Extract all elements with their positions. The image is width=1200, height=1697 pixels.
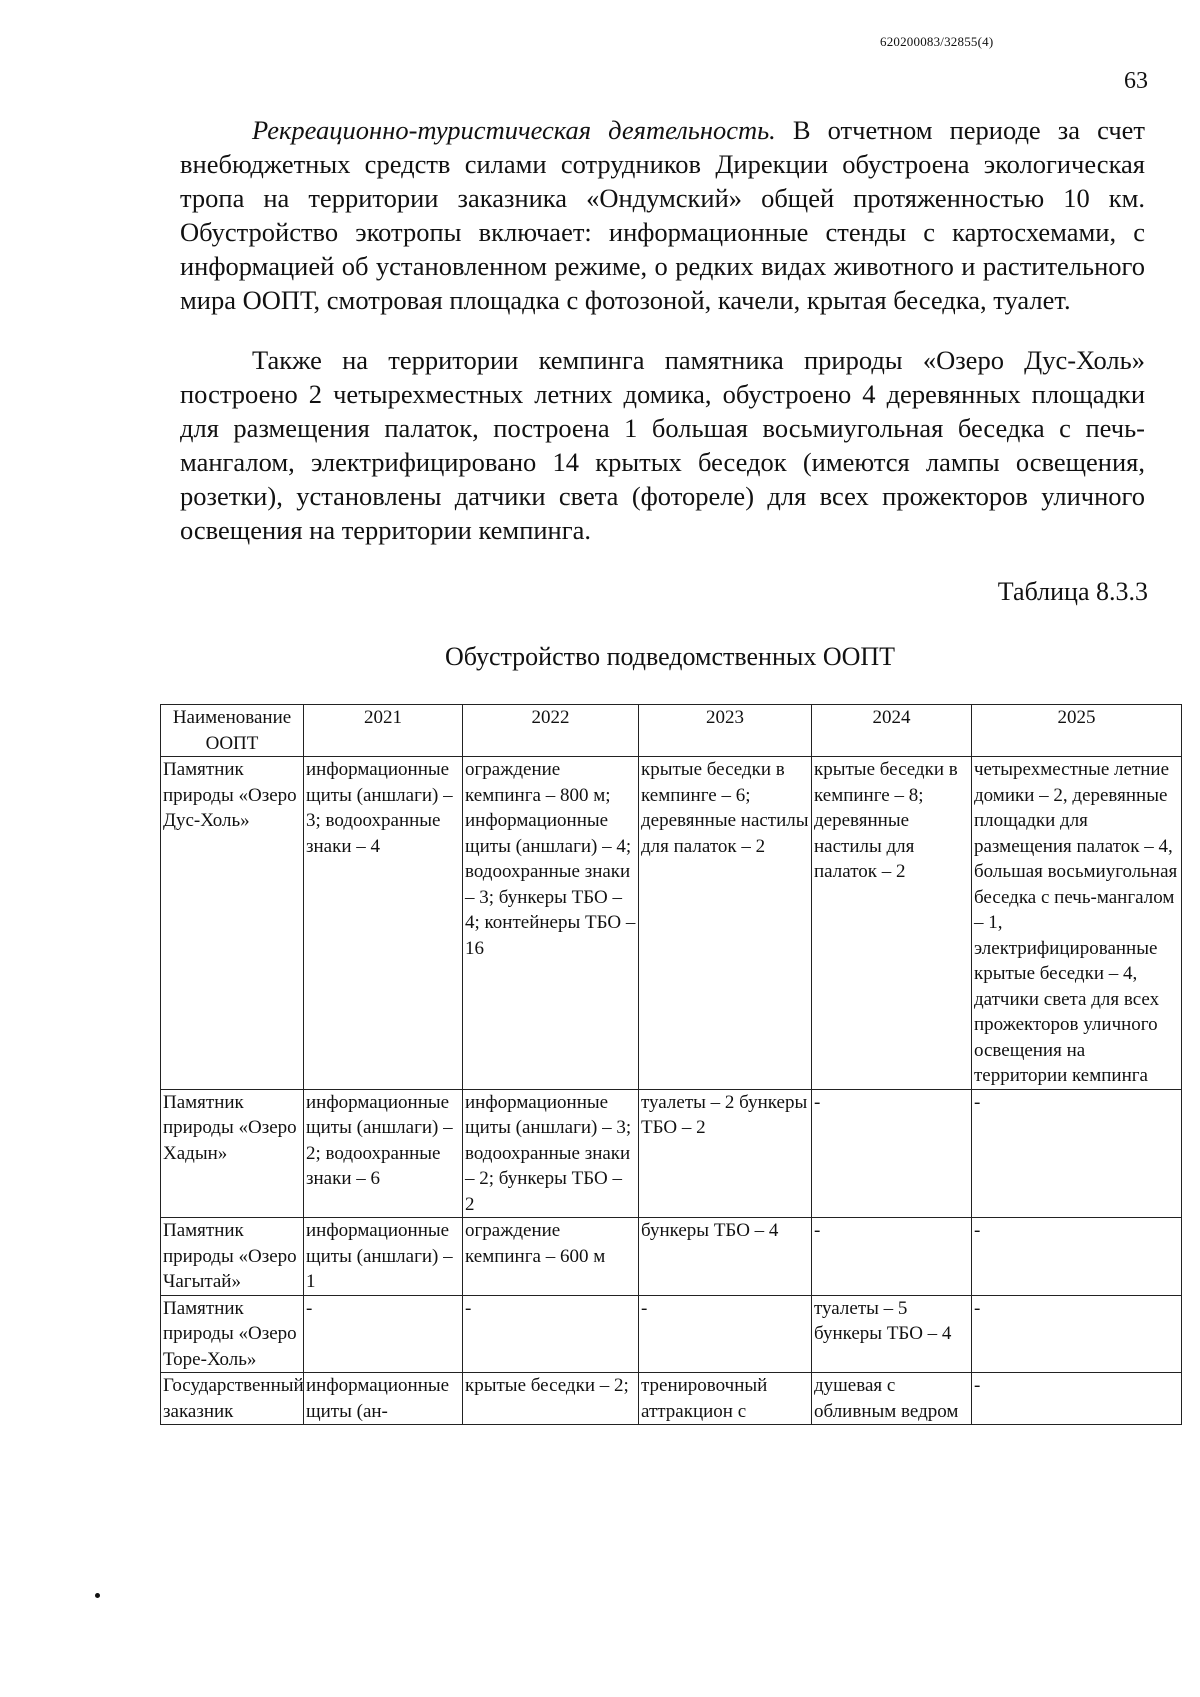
- table-row: [161, 1373, 1182, 1425]
- header-2022: 2022: [463, 705, 639, 757]
- cell-2025: -: [972, 1089, 1182, 1218]
- table-row: [161, 1089, 1182, 1218]
- cell-2025: -: [972, 1295, 1182, 1373]
- header-2025: 2025: [972, 705, 1182, 757]
- paragraph-camping: [180, 343, 1145, 547]
- cell-2022: ограждение кемпинга – 600 м: [463, 1218, 639, 1296]
- page-number: 63: [1124, 68, 1148, 94]
- cell-2022: -: [463, 1295, 639, 1373]
- cell-2024: крытые беседки в кемпинге – 8; деревянные настилы для палаток – 2: [812, 757, 972, 1090]
- cell-2021: информационные щиты (аншлаги) – 1: [304, 1218, 463, 1296]
- cell-oopt-name: Памятник природы «Озеро Чагытай»: [161, 1218, 304, 1296]
- cell-2021: -: [304, 1295, 463, 1373]
- cell-2023: бункеры ТБО – 4: [639, 1218, 812, 1296]
- cell-oopt-name: Памятник природы «Озеро Хадын»: [161, 1089, 304, 1218]
- document-code: 620200083/32855(4): [880, 34, 994, 49]
- cell-oopt-name: Памятник природы «Озеро Дус-Холь»: [161, 757, 304, 1090]
- cell-2022: ограждение кемпинга – 800 м; информационные щиты (аншлаги) – 4; водоохранные знаки – 3; бункеры ТБО – 4; контейнеры ТБО – 16: [463, 757, 639, 1090]
- paragraph-lead: Рекреационно-туристическая деятельность.: [252, 115, 776, 145]
- cell-2025: -: [972, 1218, 1182, 1296]
- cell-2024: туалеты – 5 бункеры ТБО – 4: [812, 1295, 972, 1373]
- oopt-improvements-table: [160, 704, 1182, 1425]
- cell-2024: -: [812, 1218, 972, 1296]
- cell-2022: крытые беседки – 2;: [463, 1373, 639, 1425]
- table-row: [161, 1218, 1182, 1296]
- cell-2023: туалеты – 2 бункеры ТБО – 2: [639, 1089, 812, 1218]
- cell-2024: -: [812, 1089, 972, 1218]
- paragraph-text: В отчетном периоде за счет внебюджетных средств силами сотрудников Дирекции обустроена экологическая тропа на территории заказника «Ондумский» общей протяженностью 10 км. Обустройство экотропы включает: информационные стенды с картосхемами, с информацией об установленном режиме, о редких видах животного и растительного мира ООПТ, смотровая площадка с фотозоной, качели, крытая беседка, туалет.: [180, 115, 1145, 315]
- table-title: Обустройство подведомственных ООПТ: [444, 642, 896, 671]
- cell-2023: -: [639, 1295, 812, 1373]
- cell-2022: информационные щиты (аншлаги) – 3; водоохранные знаки – 2; бункеры ТБО – 2: [463, 1089, 639, 1218]
- cell-2023: тренировочный аттракцион с: [639, 1373, 812, 1425]
- table-row: [161, 757, 1182, 1090]
- oopt-table: [160, 704, 1181, 1425]
- header-2023: 2023: [639, 705, 812, 757]
- cell-2025: -: [972, 1373, 1182, 1425]
- cell-2024: душевая с обливным ведром: [812, 1373, 972, 1425]
- stray-dot: [95, 1593, 100, 1598]
- cell-2023: крытые беседки в кемпинге – 6; деревянные настилы для палаток – 2: [639, 757, 812, 1090]
- table-label: Таблица 8.3.3: [997, 577, 1148, 606]
- header-name: Наименование ООПТ: [161, 705, 304, 757]
- paragraph-recreation: [180, 113, 1145, 317]
- table-header-row: [161, 705, 1182, 757]
- cell-2021: информационные щиты (аншлаги) – 2; водоохранные знаки – 6: [304, 1089, 463, 1218]
- header-2021: 2021: [304, 705, 463, 757]
- cell-2021: информационные щиты (ан-: [304, 1373, 463, 1425]
- table-row: [161, 1295, 1182, 1373]
- cell-2025: четырехместные летние домики – 2, деревянные площадки для размещения палаток – 4, большая восьмиугольная беседка с печь-мангалом – 1, электрифицированные крытые беседки – 4, датчики света для всех прожекторов уличного освещения на территории кемпинга: [972, 757, 1182, 1090]
- paragraph-text: Также на территории кемпинга памятника природы «Озеро Дус-Холь» построено 2 четырехместных летних домика, обустроено 4 деревянных площадки для размещения палаток, построена 1 большая восьмиугольная беседка с печь-мангалом, электрифицировано 14 крытых беседок (имеются лампы освещения, розетки), установлены датчики света (фотореле) для всех прожекторов уличного освещения на территории кемпинга.: [180, 345, 1145, 545]
- cell-2021: информационные щиты (аншлаги) – 3; водоохранные знаки – 4: [304, 757, 463, 1090]
- cell-oopt-name: Государственный заказник: [161, 1373, 304, 1425]
- header-2024: 2024: [812, 705, 972, 757]
- cell-oopt-name: Памятник природы «Озеро Торе-Холь»: [161, 1295, 304, 1373]
